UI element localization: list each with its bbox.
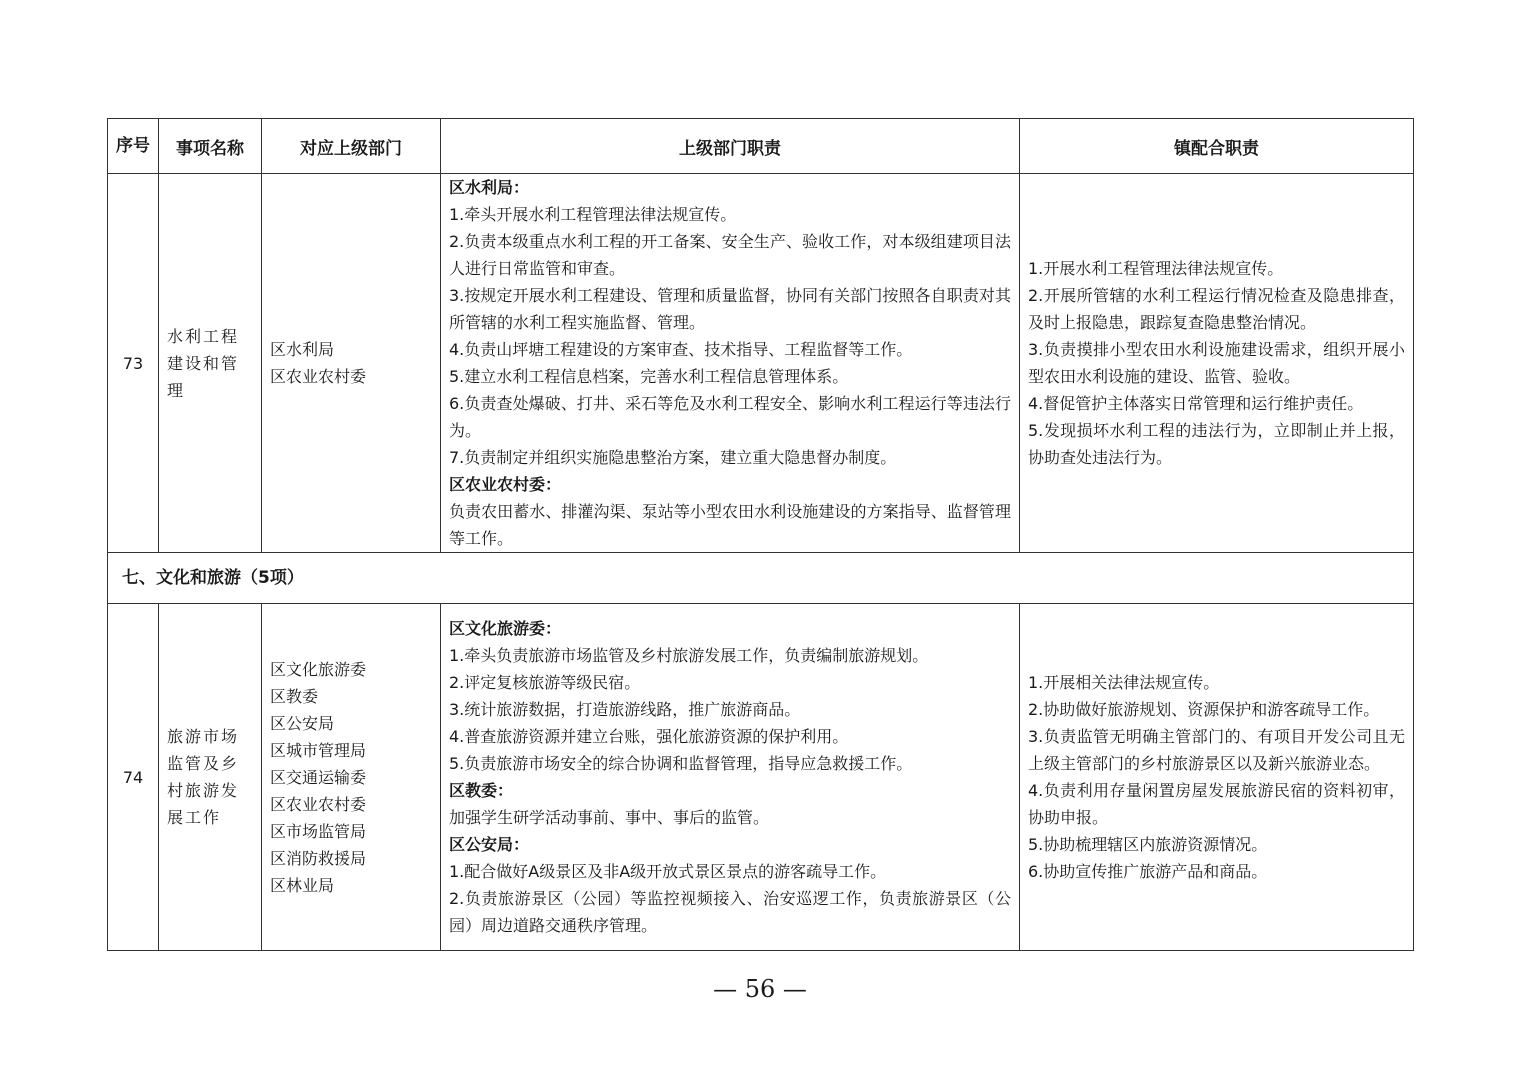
duty-line: 3.统计旅游数据，打造旅游线路，推广旅游商品。 <box>449 700 801 719</box>
duty-line: 4.普查旅游资源并建立台账，强化旅游资源的保护利用。 <box>449 727 849 746</box>
duty-line: 3.负责摸排小型农田水利设施建设需求，组织开展小型农田水利设施的建设、监管、验收。 <box>1028 340 1405 386</box>
dept-item: 区教委 <box>270 686 319 706</box>
duty-heading: 区农业农村委： <box>449 475 562 494</box>
duty-heading: 区公安局： <box>449 835 530 854</box>
duty-line: 5.发现损坏水利工程的违法行为，立即制止并上报，协助查处违法行为。 <box>1028 421 1405 467</box>
duty-line: 1.开展相关法律法规宣传。 <box>1028 673 1220 692</box>
header-town: 镇配合职责 <box>1020 119 1414 174</box>
section-title: 七、文化和旅游（5项） <box>108 553 1414 604</box>
duty-line: 5.协助梳理辖区内旅游资源情况。 <box>1028 835 1268 854</box>
responsibility-table <box>107 118 1414 951</box>
dept-item: 区公安局 <box>270 713 335 733</box>
dept-item: 区市场监管局 <box>270 821 367 841</box>
duty-line: 4.督促管护主体落实日常管理和运行维护责任。 <box>1028 394 1364 413</box>
row-town <box>1020 174 1414 553</box>
page-number: — 56 — <box>713 975 807 1003</box>
row-duty <box>441 604 1020 951</box>
dept-item: 区文化旅游委 <box>270 659 367 679</box>
header-name: 事项名称 <box>159 119 262 174</box>
section-row <box>108 553 1414 604</box>
row-num: 73 <box>108 174 159 553</box>
table-row <box>108 604 1414 951</box>
duty-heading: 区文化旅游委： <box>449 619 562 638</box>
duty-line: 1.配合做好A级景区及非A级开放式景区景点的游客疏导工作。 <box>449 862 887 881</box>
dept-item: 区农业农村委 <box>270 367 367 386</box>
duty-line: 1.牵头负责旅游市场监管及乡村旅游发展工作，负责编制旅游规划。 <box>449 646 929 665</box>
duty-line: 负责农田蓄水、排灌沟渠、泵站等小型农田水利设施建设的方案指导、监督管理等工作。 <box>449 502 1011 548</box>
duty-line: 5.负责旅游市场安全的综合协调和监督管理，指导应急救援工作。 <box>449 754 913 773</box>
dept-item: 区农业农村委 <box>270 794 367 814</box>
row-depts <box>262 174 441 553</box>
row-num: 74 <box>108 604 159 951</box>
dept-item: 区城市管理局 <box>270 740 367 760</box>
duty-line: 6.负责查处爆破、打井、采石等危及水利工程安全、影响水利工程运行等违法行为。 <box>449 394 1011 440</box>
row-town <box>1020 604 1414 951</box>
duty-line: 1.牵头开展水利工程管理法律法规宣传。 <box>449 205 737 224</box>
dept-item: 区林业局 <box>270 875 335 895</box>
duty-line: 7.负责制定并组织实施隐患整治方案，建立重大隐患督办制度。 <box>449 448 897 467</box>
duty-line: 6.协助宣传推广旅游产品和商品。 <box>1028 862 1268 881</box>
dept-item: 区消防救援局 <box>270 848 367 868</box>
header-dept: 对应上级部门 <box>262 119 441 174</box>
table-row <box>108 174 1414 553</box>
row-duty <box>441 174 1020 553</box>
duty-line: 2.评定复核旅游等级民宿。 <box>449 673 641 692</box>
duty-line: 2.开展所管辖的水利工程运行情况检查及隐患排查，及时上报隐患，跟踪复查隐患整治情况。 <box>1028 286 1405 332</box>
duty-line: 1.开展水利工程管理法律法规宣传。 <box>1028 259 1284 278</box>
dept-item: 区水利局 <box>270 340 335 359</box>
duty-line: 5.建立水利工程信息档案，完善水利工程信息管理体系。 <box>449 367 849 386</box>
duty-line: 3.负责监管无明确主管部门的、有项目开发公司且无上级主管部门的乡村旅游景区以及新兴旅游业态。 <box>1028 727 1405 773</box>
header-row <box>108 119 1414 174</box>
row-depts <box>262 604 441 951</box>
header-duty: 上级部门职责 <box>441 119 1020 174</box>
duty-line: 3.按规定开展水利工程建设、管理和质量监督，协同有关部门按照各自职责对其所管辖的水利工程实施监督、管理。 <box>449 286 1011 332</box>
duty-line: 加强学生研学活动事前、事中、事后的监管。 <box>449 808 770 827</box>
duty-heading: 区水利局： <box>449 178 530 197</box>
duty-line: 2.负责旅游景区（公园）等监控视频接入、治安巡逻工作，负责旅游景区（公园）周边道路交通秩序管理。 <box>449 889 1011 935</box>
duty-line: 4.负责山坪塘工程建设的方案审查、技术指导、工程监督等工作。 <box>449 340 913 359</box>
row-name: 水利工程建设和管理 <box>159 174 262 553</box>
row-name: 旅游市场监管及乡村旅游发展工作 <box>159 604 262 951</box>
duty-heading: 区教委： <box>449 781 514 800</box>
header-num: 序号 <box>108 119 159 174</box>
duty-line: 2.负责本级重点水利工程的开工备案、安全生产、验收工作，对本级组建项目法人进行日常监管和审查。 <box>449 232 1011 278</box>
duty-line: 2.协助做好旅游规划、资源保护和游客疏导工作。 <box>1028 700 1380 719</box>
duty-line: 4.负责利用存量闲置房屋发展旅游民宿的资料初审，协助申报。 <box>1028 781 1405 827</box>
dept-item: 区交通运输委 <box>270 767 367 787</box>
